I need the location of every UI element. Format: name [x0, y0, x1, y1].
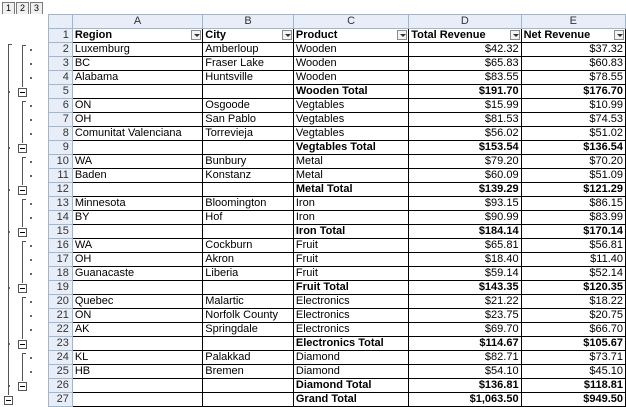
cell[interactable]: Hof: [203, 211, 294, 225]
cell[interactable]: $153.54: [409, 141, 521, 155]
cell[interactable]: $51.09: [521, 169, 625, 183]
cell[interactable]: $60.09: [409, 169, 521, 183]
row-header[interactable]: 14: [49, 211, 73, 225]
subtotal-row: [49, 85, 626, 99]
collapse-all-button[interactable]: [4, 396, 13, 405]
subtotal-row: [49, 225, 626, 239]
outline-dot-icon: [30, 273, 32, 275]
cell[interactable]: [72, 183, 202, 197]
cell[interactable]: $69.70: [409, 323, 521, 337]
cell[interactable]: $78.55: [521, 71, 625, 85]
cell[interactable]: $79.20: [409, 155, 521, 169]
outline-bracket-line: [22, 241, 23, 283]
outline-dot-icon: [30, 161, 32, 163]
outline-dot-icon: [30, 315, 32, 317]
outline-bracket-tick: [22, 241, 26, 242]
cell[interactable]: Iron: [293, 197, 408, 211]
cell[interactable]: Iron Total: [293, 225, 408, 239]
cell[interactable]: [203, 85, 294, 99]
cell[interactable]: Bremen: [203, 365, 294, 379]
collapse-group-button[interactable]: [18, 340, 27, 349]
cell[interactable]: Konstanz: [203, 169, 294, 183]
worksheet-table: [48, 14, 626, 407]
cell[interactable]: Electronics Total: [293, 337, 408, 351]
cell[interactable]: $65.81: [409, 239, 521, 253]
cell[interactable]: Bloomington: [203, 197, 294, 211]
cell[interactable]: Guanacaste: [72, 267, 202, 281]
cell[interactable]: $51.02: [521, 127, 625, 141]
cell[interactable]: $81.53: [409, 113, 521, 127]
cell[interactable]: $93.15: [409, 197, 521, 211]
outline-dot-icon: [30, 245, 32, 247]
cell[interactable]: $74.53: [521, 113, 625, 127]
outline-outer-bracket-line: [8, 44, 9, 395]
outline-bracket-line: [22, 199, 23, 227]
cell[interactable]: Electronics: [293, 309, 408, 323]
table-row: [49, 71, 626, 85]
cell[interactable]: [203, 379, 294, 393]
outline-dot-icon: [30, 133, 32, 135]
header-cell-net-revenue[interactable]: [521, 29, 625, 43]
cell[interactable]: $60.83: [521, 57, 625, 71]
cell[interactable]: Liberia: [203, 267, 294, 281]
outline-dot-icon: [30, 217, 32, 219]
cell[interactable]: HB: [72, 365, 202, 379]
cell[interactable]: WA: [72, 239, 202, 253]
table-row: [49, 309, 626, 323]
table-row: [49, 211, 626, 225]
outline-dot-icon: [30, 259, 32, 261]
cell[interactable]: Springdale: [203, 323, 294, 337]
outline-outer-bracket-tick: [8, 44, 12, 45]
row-header[interactable]: 24: [49, 351, 73, 365]
collapse-group-button[interactable]: [18, 284, 27, 293]
cell[interactable]: Metal: [293, 169, 408, 183]
cell[interactable]: ON: [72, 309, 202, 323]
collapse-group-button[interactable]: [18, 228, 27, 237]
cell[interactable]: Akron: [203, 253, 294, 267]
cell[interactable]: $143.35: [409, 281, 521, 295]
row-header[interactable]: 17: [49, 253, 73, 267]
row-header[interactable]: 13: [49, 197, 73, 211]
cell[interactable]: Torrevieja: [203, 127, 294, 141]
row-header[interactable]: 6: [49, 99, 73, 113]
cell[interactable]: $90.99: [409, 211, 521, 225]
cell[interactable]: [72, 85, 202, 99]
outline-bracket-line: [22, 45, 23, 87]
cell[interactable]: $56.81: [521, 239, 625, 253]
cell[interactable]: Electronics: [293, 323, 408, 337]
cell[interactable]: Cockburn: [203, 239, 294, 253]
cell[interactable]: $59.14: [409, 267, 521, 281]
cell[interactable]: $1,063.50: [409, 393, 521, 407]
outline-bracket-tick: [22, 297, 26, 298]
cell[interactable]: $23.75: [409, 309, 521, 323]
cell[interactable]: $136.81: [409, 379, 521, 393]
filter-dropdown-icon[interactable]: [191, 30, 201, 40]
table-row: [49, 43, 626, 57]
header-cell-region[interactable]: [72, 29, 202, 43]
table-row: [49, 351, 626, 365]
row-header[interactable]: 18: [49, 267, 73, 281]
cell[interactable]: Diamond: [293, 351, 408, 365]
cell[interactable]: $54.10: [409, 365, 521, 379]
cell[interactable]: [72, 337, 202, 351]
column-header-d[interactable]: D: [409, 15, 521, 29]
cell[interactable]: Grand Total: [293, 393, 408, 407]
outline-dot-icon: [30, 175, 32, 177]
cell[interactable]: OH: [72, 113, 202, 127]
header-label: Region: [74, 29, 113, 41]
table-row: [49, 323, 626, 337]
row-header[interactable]: 8: [49, 127, 73, 141]
outline-bracket-tick: [22, 101, 26, 102]
cell[interactable]: $42.32: [409, 43, 521, 57]
cell[interactable]: Luxemburg: [72, 43, 202, 57]
cell[interactable]: Metal Total: [293, 183, 408, 197]
cell[interactable]: Malartic: [203, 295, 294, 309]
cell[interactable]: $52.14: [521, 267, 625, 281]
cell[interactable]: $139.29: [409, 183, 521, 197]
outline-level-1-button[interactable]: 1: [2, 2, 15, 15]
cell[interactable]: Minnesota: [72, 197, 202, 211]
row-header[interactable]: 11: [49, 169, 73, 183]
collapse-group-button[interactable]: [18, 144, 27, 153]
table-row: [49, 113, 626, 127]
cell[interactable]: Palakkad: [203, 351, 294, 365]
cell[interactable]: $121.29: [521, 183, 625, 197]
cell[interactable]: Quebec: [72, 295, 202, 309]
cell[interactable]: Vegtables: [293, 127, 408, 141]
table-row: [49, 127, 626, 141]
table-row: [49, 295, 626, 309]
outline-dot-icon: [30, 49, 32, 51]
cell[interactable]: Vegtables Total: [293, 141, 408, 155]
cell[interactable]: $66.70: [521, 323, 625, 337]
collapse-group-button[interactable]: [18, 382, 27, 391]
cell[interactable]: $170.14: [521, 225, 625, 239]
outline-bracket-tick: [22, 157, 26, 158]
cell[interactable]: $176.70: [521, 85, 625, 99]
row-header[interactable]: 26: [49, 379, 73, 393]
row-header[interactable]: 4: [49, 71, 73, 85]
cell[interactable]: Fruit: [293, 253, 408, 267]
cell[interactable]: $73.71: [521, 351, 625, 365]
row-header[interactable]: 10: [49, 155, 73, 169]
cell[interactable]: Wooden: [293, 57, 408, 71]
cell[interactable]: [72, 141, 202, 155]
cell[interactable]: WA: [72, 155, 202, 169]
outline-dot-icon: [30, 77, 32, 79]
cell[interactable]: $136.54: [521, 141, 625, 155]
row-header[interactable]: 16: [49, 239, 73, 253]
cell[interactable]: Osgoode: [203, 99, 294, 113]
cell[interactable]: Fraser Lake: [203, 57, 294, 71]
cell[interactable]: $83.55: [409, 71, 521, 85]
outline-gutter: [0, 14, 49, 401]
cell[interactable]: $11.40: [521, 253, 625, 267]
row-header[interactable]: 23: [49, 337, 73, 351]
cell[interactable]: Bunbury: [203, 155, 294, 169]
column-header-b[interactable]: B: [203, 15, 294, 29]
cell[interactable]: KL: [72, 351, 202, 365]
outline-bracket-tick: [22, 199, 26, 200]
cell[interactable]: $18.22: [521, 295, 625, 309]
header-label: City: [205, 29, 227, 41]
cell[interactable]: Electronics: [293, 295, 408, 309]
cell[interactable]: $45.10: [521, 365, 625, 379]
cell[interactable]: $21.22: [409, 295, 521, 309]
header-cell-product[interactable]: [293, 29, 408, 43]
cell[interactable]: [203, 393, 294, 407]
cell[interactable]: $18.40: [409, 253, 521, 267]
row-header[interactable]: 19: [49, 281, 73, 295]
outline-dot-icon: [30, 63, 32, 65]
column-header-e[interactable]: E: [521, 15, 625, 29]
cell[interactable]: [203, 225, 294, 239]
cell[interactable]: $86.15: [521, 197, 625, 211]
cell[interactable]: Fruit: [293, 239, 408, 253]
cell[interactable]: Diamond: [293, 365, 408, 379]
row-header[interactable]: 20: [49, 295, 73, 309]
table-row: [49, 253, 626, 267]
collapse-group-button[interactable]: [18, 88, 27, 97]
outline-bracket-line: [22, 297, 23, 339]
header-row: [49, 29, 626, 43]
cell[interactable]: Vegtables: [293, 99, 408, 113]
table-row: [49, 197, 626, 211]
cell[interactable]: ON: [72, 99, 202, 113]
subtotal-row: [49, 141, 626, 155]
row-header[interactable]: 27: [49, 393, 73, 407]
table-row: [49, 267, 626, 281]
table-row: [49, 57, 626, 71]
cell[interactable]: $114.67: [409, 337, 521, 351]
cell[interactable]: [203, 337, 294, 351]
cell[interactable]: [72, 379, 202, 393]
outline-dot-icon: [30, 105, 32, 107]
row-header[interactable]: 2: [49, 43, 73, 57]
cell[interactable]: $184.14: [409, 225, 521, 239]
filter-dropdown-icon[interactable]: [282, 30, 292, 40]
cell[interactable]: $70.20: [521, 155, 625, 169]
cell[interactable]: $37.32: [521, 43, 625, 57]
header-cell-city[interactable]: [203, 29, 294, 43]
cell[interactable]: Fruit Total: [293, 281, 408, 295]
header-label: Net Revenue: [523, 29, 591, 41]
cell[interactable]: San Pablo: [203, 113, 294, 127]
cell[interactable]: $191.70: [409, 85, 521, 99]
cell[interactable]: $120.35: [521, 281, 625, 295]
cell[interactable]: Comunitat Valenciana: [72, 127, 202, 141]
cell[interactable]: Alabama: [72, 71, 202, 85]
column-header-a[interactable]: A: [72, 15, 202, 29]
row-header[interactable]: 9: [49, 141, 73, 155]
cell[interactable]: [72, 393, 202, 407]
cell[interactable]: $65.83: [409, 57, 521, 71]
cell[interactable]: [203, 141, 294, 155]
column-header-c[interactable]: C: [293, 15, 408, 29]
filter-dropdown-icon[interactable]: [397, 30, 407, 40]
header-cell-total-revenue[interactable]: [409, 29, 521, 43]
outline-bracket-line: [22, 101, 23, 143]
table-row: [49, 99, 626, 113]
cell[interactable]: OH: [72, 253, 202, 267]
row-header[interactable]: 12: [49, 183, 73, 197]
outline-bracket-tick: [22, 353, 26, 354]
row-header[interactable]: 21: [49, 309, 73, 323]
outline-dot-icon: [30, 203, 32, 205]
subtotal-row: [49, 393, 626, 407]
filter-dropdown-icon[interactable]: [510, 30, 520, 40]
outline-bracket-tick: [22, 45, 26, 46]
table-row: [49, 365, 626, 379]
subtotal-row: [49, 281, 626, 295]
header-label: Product: [295, 29, 338, 41]
cell[interactable]: Vegtables: [293, 113, 408, 127]
cell[interactable]: Amberloup: [203, 43, 294, 57]
table-row: [49, 169, 626, 183]
outline-dot-icon: [30, 301, 32, 303]
outline-bracket-line: [22, 353, 23, 381]
collapse-group-button[interactable]: [18, 186, 27, 195]
outline-dot-icon: [30, 371, 32, 373]
subtotal-row: [49, 337, 626, 351]
outline-level-2-button[interactable]: 2: [16, 2, 29, 15]
header-label: Total Revenue: [411, 29, 486, 41]
row-header[interactable]: 15: [49, 225, 73, 239]
cell[interactable]: $20.75: [521, 309, 625, 323]
cell[interactable]: $56.02: [409, 127, 521, 141]
cell[interactable]: Wooden: [293, 43, 408, 57]
select-all-corner[interactable]: [49, 15, 73, 29]
table-row: [49, 239, 626, 253]
cell[interactable]: BC: [72, 57, 202, 71]
cell[interactable]: $15.99: [409, 99, 521, 113]
cell[interactable]: [72, 281, 202, 295]
row-header[interactable]: 22: [49, 323, 73, 337]
cell[interactable]: Fruit: [293, 267, 408, 281]
cell[interactable]: $83.99: [521, 211, 625, 225]
row-header[interactable]: 25: [49, 365, 73, 379]
cell[interactable]: Wooden: [293, 71, 408, 85]
cell[interactable]: [203, 281, 294, 295]
cell[interactable]: $118.81: [521, 379, 625, 393]
cell[interactable]: Diamond Total: [293, 379, 408, 393]
cell[interactable]: Iron: [293, 211, 408, 225]
outline-level-3-button[interactable]: 3: [30, 2, 43, 15]
outline-dot-icon: [30, 119, 32, 121]
table-row: [49, 155, 626, 169]
cell[interactable]: Metal: [293, 155, 408, 169]
cell[interactable]: [72, 225, 202, 239]
cell[interactable]: Baden: [72, 169, 202, 183]
cell[interactable]: Huntsville: [203, 71, 294, 85]
cell[interactable]: $10.99: [521, 99, 625, 113]
row-header[interactable]: 7: [49, 113, 73, 127]
worksheet-grid: [48, 14, 626, 407]
cell[interactable]: Norfolk County: [203, 309, 294, 323]
cell[interactable]: [203, 183, 294, 197]
subtotal-row: [49, 379, 626, 393]
cell[interactable]: $105.67: [521, 337, 625, 351]
cell[interactable]: Wooden Total: [293, 85, 408, 99]
outline-dot-icon: [30, 329, 32, 331]
row-header[interactable]: 3: [49, 57, 73, 71]
cell[interactable]: BY: [72, 211, 202, 225]
outline-bracket-line: [22, 157, 23, 185]
row-header[interactable]: 1: [49, 29, 73, 43]
filter-dropdown-icon[interactable]: [614, 30, 624, 40]
cell[interactable]: $949.50: [521, 393, 625, 407]
outline-dot-icon: [30, 357, 32, 359]
subtotal-row: [49, 183, 626, 197]
cell[interactable]: AK: [72, 323, 202, 337]
cell[interactable]: $82.71: [409, 351, 521, 365]
row-header[interactable]: 5: [49, 85, 73, 99]
